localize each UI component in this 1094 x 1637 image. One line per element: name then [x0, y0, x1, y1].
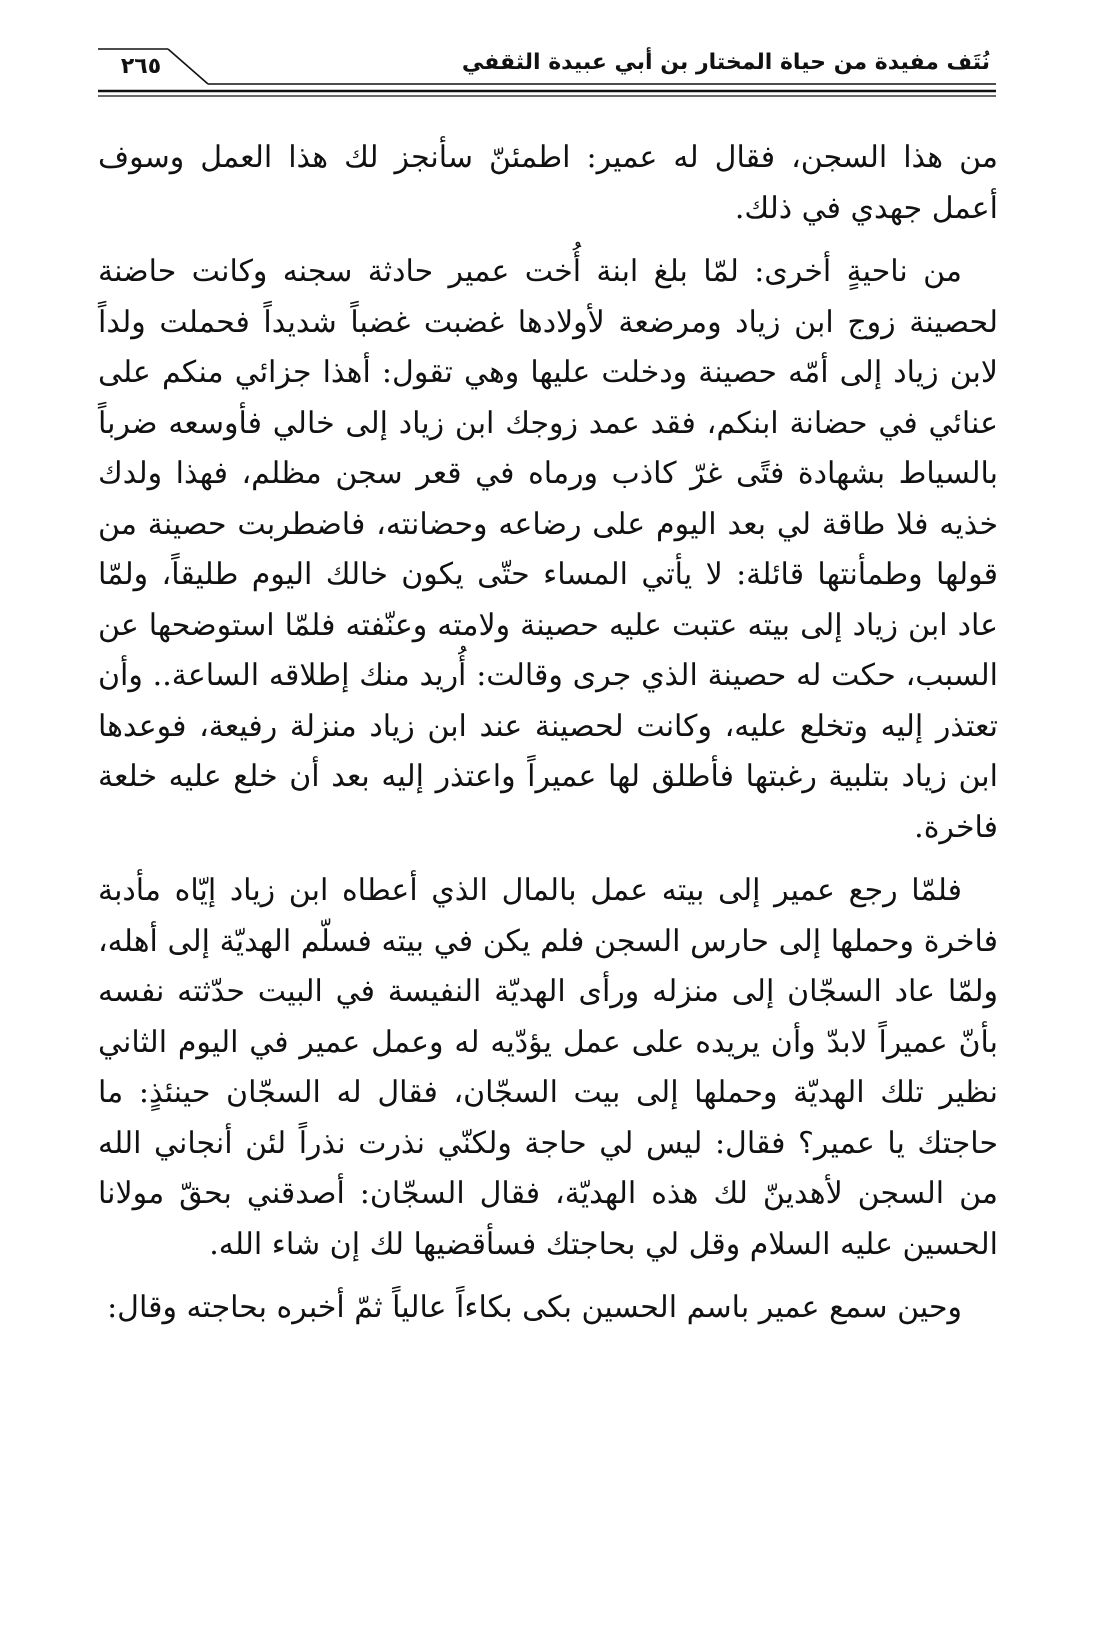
paragraph-2: من ناحيةٍ أخرى: لمّا بلغ ابنة أُخت عمير حادثة سجنه وكانت حاضنة لحصينة زوج ابن زياد ومرضعة لأولادها غضبت غضباً شديداً فحملت ولداً لابن زياد إلى أمّه حصينة ودخلت عليها وهي تقول: أهذا جزائي منكم على عنائي في حضانة ابنكم، فقد عمد زوجك ابن زياد إلى خالي فأوسعه ضرباً بالسياط بشهادة فتًى غرّ كاذب ورماه في قعر سجن مظلم، فهذا ولدك خذيه فلا طاقة لي بعد اليوم على رضاعه وحضانته، فاضطربت حصينة من قولها وطمأنتها قائلة: لا يأتي المساء حتّى يكون خالك اليوم طليقاً، ولمّا عاد ابن زياد إلى بيته عتبت عليه حصينة ولامته وعنّفته فلمّا استوضحها عن السبب، حكت له حصينة الذي جرى وقالت: أُريد منك إطلاقه الساعة.. وأن تعتذر إليه وتخلع عليه، وكانت لحصينة عند ابن زياد منزلة رفيعة، فوعدها ابن زياد بتلبية رغبتها فأطلق لها عميراً واعتذر إليه بعد أن خلع عليه خلعة فاخرة.	[98, 254, 998, 845]
paragraph-4: وحين سمع عمير باسم الحسين بكى بكاءاً عالياً ثمّ أخبره بحاجته وقال:	[107, 1290, 962, 1325]
page-number: ٢٦٥	[120, 54, 162, 79]
paragraph-1: من هذا السجن، فقال له عمير: اطمئنّ سأنجز لك هذا العمل وسوف أعمل جهدي في ذلك.	[98, 140, 998, 226]
main-text	[98, 133, 998, 1334]
paragraph-3: فلمّا رجع عمير إلى بيته عمل بالمال الذي أعطاه ابن زياد إيّاه مأدبة فاخرة وحملها إلى حارس السجن فلم يكن في بيته فسلّم الهديّة إلى أهله، ولمّا عاد السجّان إلى منزله ورأى الهديّة النفيسة في البيت حدّثته نفسه بأنّ عميراً لابدّ وأن يريده على عمل يؤدّيه له وعمل عمير في اليوم الثاني نظير تلك الهديّة وحملها إلى بيت السجّان، فقال له السجّان حينئذٍ: ما حاجتك يا عمير؟ فقال: ليس لي حاجة ولكنّي نذرت نذراً لئن أنجاني الله من السجن لأهدينّ لك هذه الهديّة، فقال السجّان: أصدقني بحقّ مولانا الحسين عليه السلام وقل لي بحاجتك فسأقضيها لك إن شاء الله.	[98, 873, 998, 1262]
running-header	[96, 38, 998, 102]
running-header-title: نُتَف مفيدة من حياة المختار بن أبي عبيدة الثقفي	[461, 50, 990, 75]
